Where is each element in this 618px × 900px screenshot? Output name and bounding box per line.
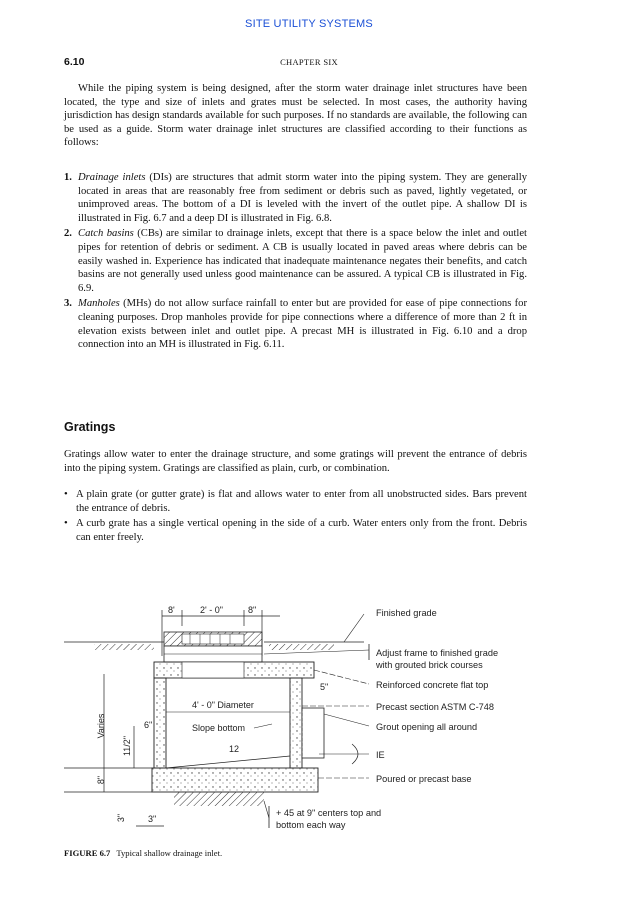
label-grout-opening: Grout opening all around xyxy=(376,722,478,732)
base-slab xyxy=(152,768,318,792)
dim-varies: Varies xyxy=(96,713,106,739)
list-number: 1. xyxy=(64,172,72,183)
label-ie: IE xyxy=(376,750,385,760)
page-number: 6.10 xyxy=(64,56,85,68)
inlet-types-list xyxy=(64,171,527,354)
list-text: (DIs) are structures that admit storm water into the piping system. They are generally located in areas that are reasonably free from sediment or debris such as paved, lightly vegetated, or unimproved areas. The bottom of a DI is leveled with the invert of the outlet pipe. A shallow DI is illustrated in Fig. 6.7 and a deep DI is illustrated in Fig. 6.8. xyxy=(78,172,527,224)
running-head: SITE UTILITY SYSTEMS xyxy=(245,18,373,30)
label-rebar-2: bottom each way xyxy=(276,820,346,830)
label-grouted-brick: with grouted brick courses xyxy=(376,660,483,670)
list-text: (MHs) do not allow surface rainfall to enter but are provided for ease of pipe connections for cleaning purposes. Drop manholes provide for pipe connections where a difference of more than 2 ft in elevation exists between inlet and outlet pipe. A precast MH is illustrated in Fig. 6.10 and a drop connection into an MH is illustrated in Fig. 6.11. xyxy=(78,298,527,351)
list-number: 3. xyxy=(64,298,72,310)
wall-right xyxy=(290,678,302,768)
label-finished-grade: Finished grade xyxy=(376,608,437,618)
figure-caption xyxy=(64,848,222,858)
dim-twelve: 12 xyxy=(229,744,240,754)
base-soil-hatch xyxy=(174,792,264,806)
list-term: Catch basins xyxy=(78,228,134,240)
caption-label: FIGURE 6.7 xyxy=(64,848,111,858)
label-base: Poured or precast base xyxy=(376,774,472,784)
gratings-bullets xyxy=(64,488,527,546)
dim-top-left: 8' xyxy=(168,605,175,615)
list-term: Drainage inlets xyxy=(78,172,146,183)
list-item xyxy=(64,171,527,225)
soil-hatch-left xyxy=(94,644,154,650)
dim-three-b: 3" xyxy=(148,814,157,824)
list-term: Manholes xyxy=(78,298,120,310)
label-adjust-frame: Adjust frame to finished grade xyxy=(376,648,499,658)
dim-top-mid: 2' - 0" xyxy=(200,605,223,615)
bullet-item: • A plain grate (or gutter grate) is flat and allows water to enter from all unobstructed sides. Bars prevent the entrance of debris. xyxy=(64,488,527,515)
outlet-pipe xyxy=(302,708,324,758)
chapter-title: CHAPTER SIX xyxy=(280,57,338,67)
list-number: 2. xyxy=(64,228,72,240)
label-flat-top: Reinforced concrete flat top xyxy=(376,680,489,690)
list-text: (CBs) are similar to drainage inlets, except that there is a space below the inlet and outlet pipes for retention of debris or sediment. A CB is usually located in paved areas where debris can be easily washed in. Experience has indicated that inadequate maintenance negates their benefits, and catch basins are not generally used unless good maintenance can be assured. A typical CB is illustrated in Fig. 6.9. xyxy=(78,228,527,294)
caption-text: Typical shallow drainage inlet. xyxy=(116,848,223,858)
dim-five: 5" xyxy=(320,682,329,692)
dim-top-right: 8" xyxy=(248,605,257,615)
intro-paragraph: While the piping system is being designed, after the storm water drainage inlet structures have been located, the type and size of inlets and grates must be selected. In most cases, the authority having jurisdiction has design standards available for such purposes. If no standards are available, the following can be used as a guide. Storm water drainage inlet structures are classified according to their functions as follows: xyxy=(64,83,527,149)
dim-three-a: 3" xyxy=(116,813,126,823)
section-heading: Gratings xyxy=(64,420,116,434)
dim-eleven-half: 11/2" xyxy=(122,735,132,757)
dim-diameter: 4' - 0" Diameter xyxy=(192,700,254,710)
figure-drainage-inlet xyxy=(64,596,544,841)
soil-hatch-right xyxy=(269,644,334,650)
bullet-item: • A curb grate has a single vertical opening in the side of a curb. Water enters only from the front. Debris can enter freely. xyxy=(64,517,527,544)
dim-eight: 8" xyxy=(96,775,106,785)
list-item xyxy=(64,227,527,295)
drainage-inlet-diagram xyxy=(64,596,544,841)
grate xyxy=(182,634,244,644)
list-item xyxy=(64,297,527,351)
wall-left xyxy=(154,678,166,768)
gratings-paragraph: Gratings allow water to enter the drainage structure, and some gratings will prevent the entrance of debris into the piping system. Gratings are classified as plain, curb, or combination. xyxy=(64,449,527,474)
label-precast-section: Precast section ASTM C-748 xyxy=(376,702,494,712)
label-rebar-1: + 45 at 9" centers top and xyxy=(276,808,382,818)
dim-slope: Slope bottom xyxy=(192,723,246,733)
dim-six: 6" xyxy=(144,720,153,730)
